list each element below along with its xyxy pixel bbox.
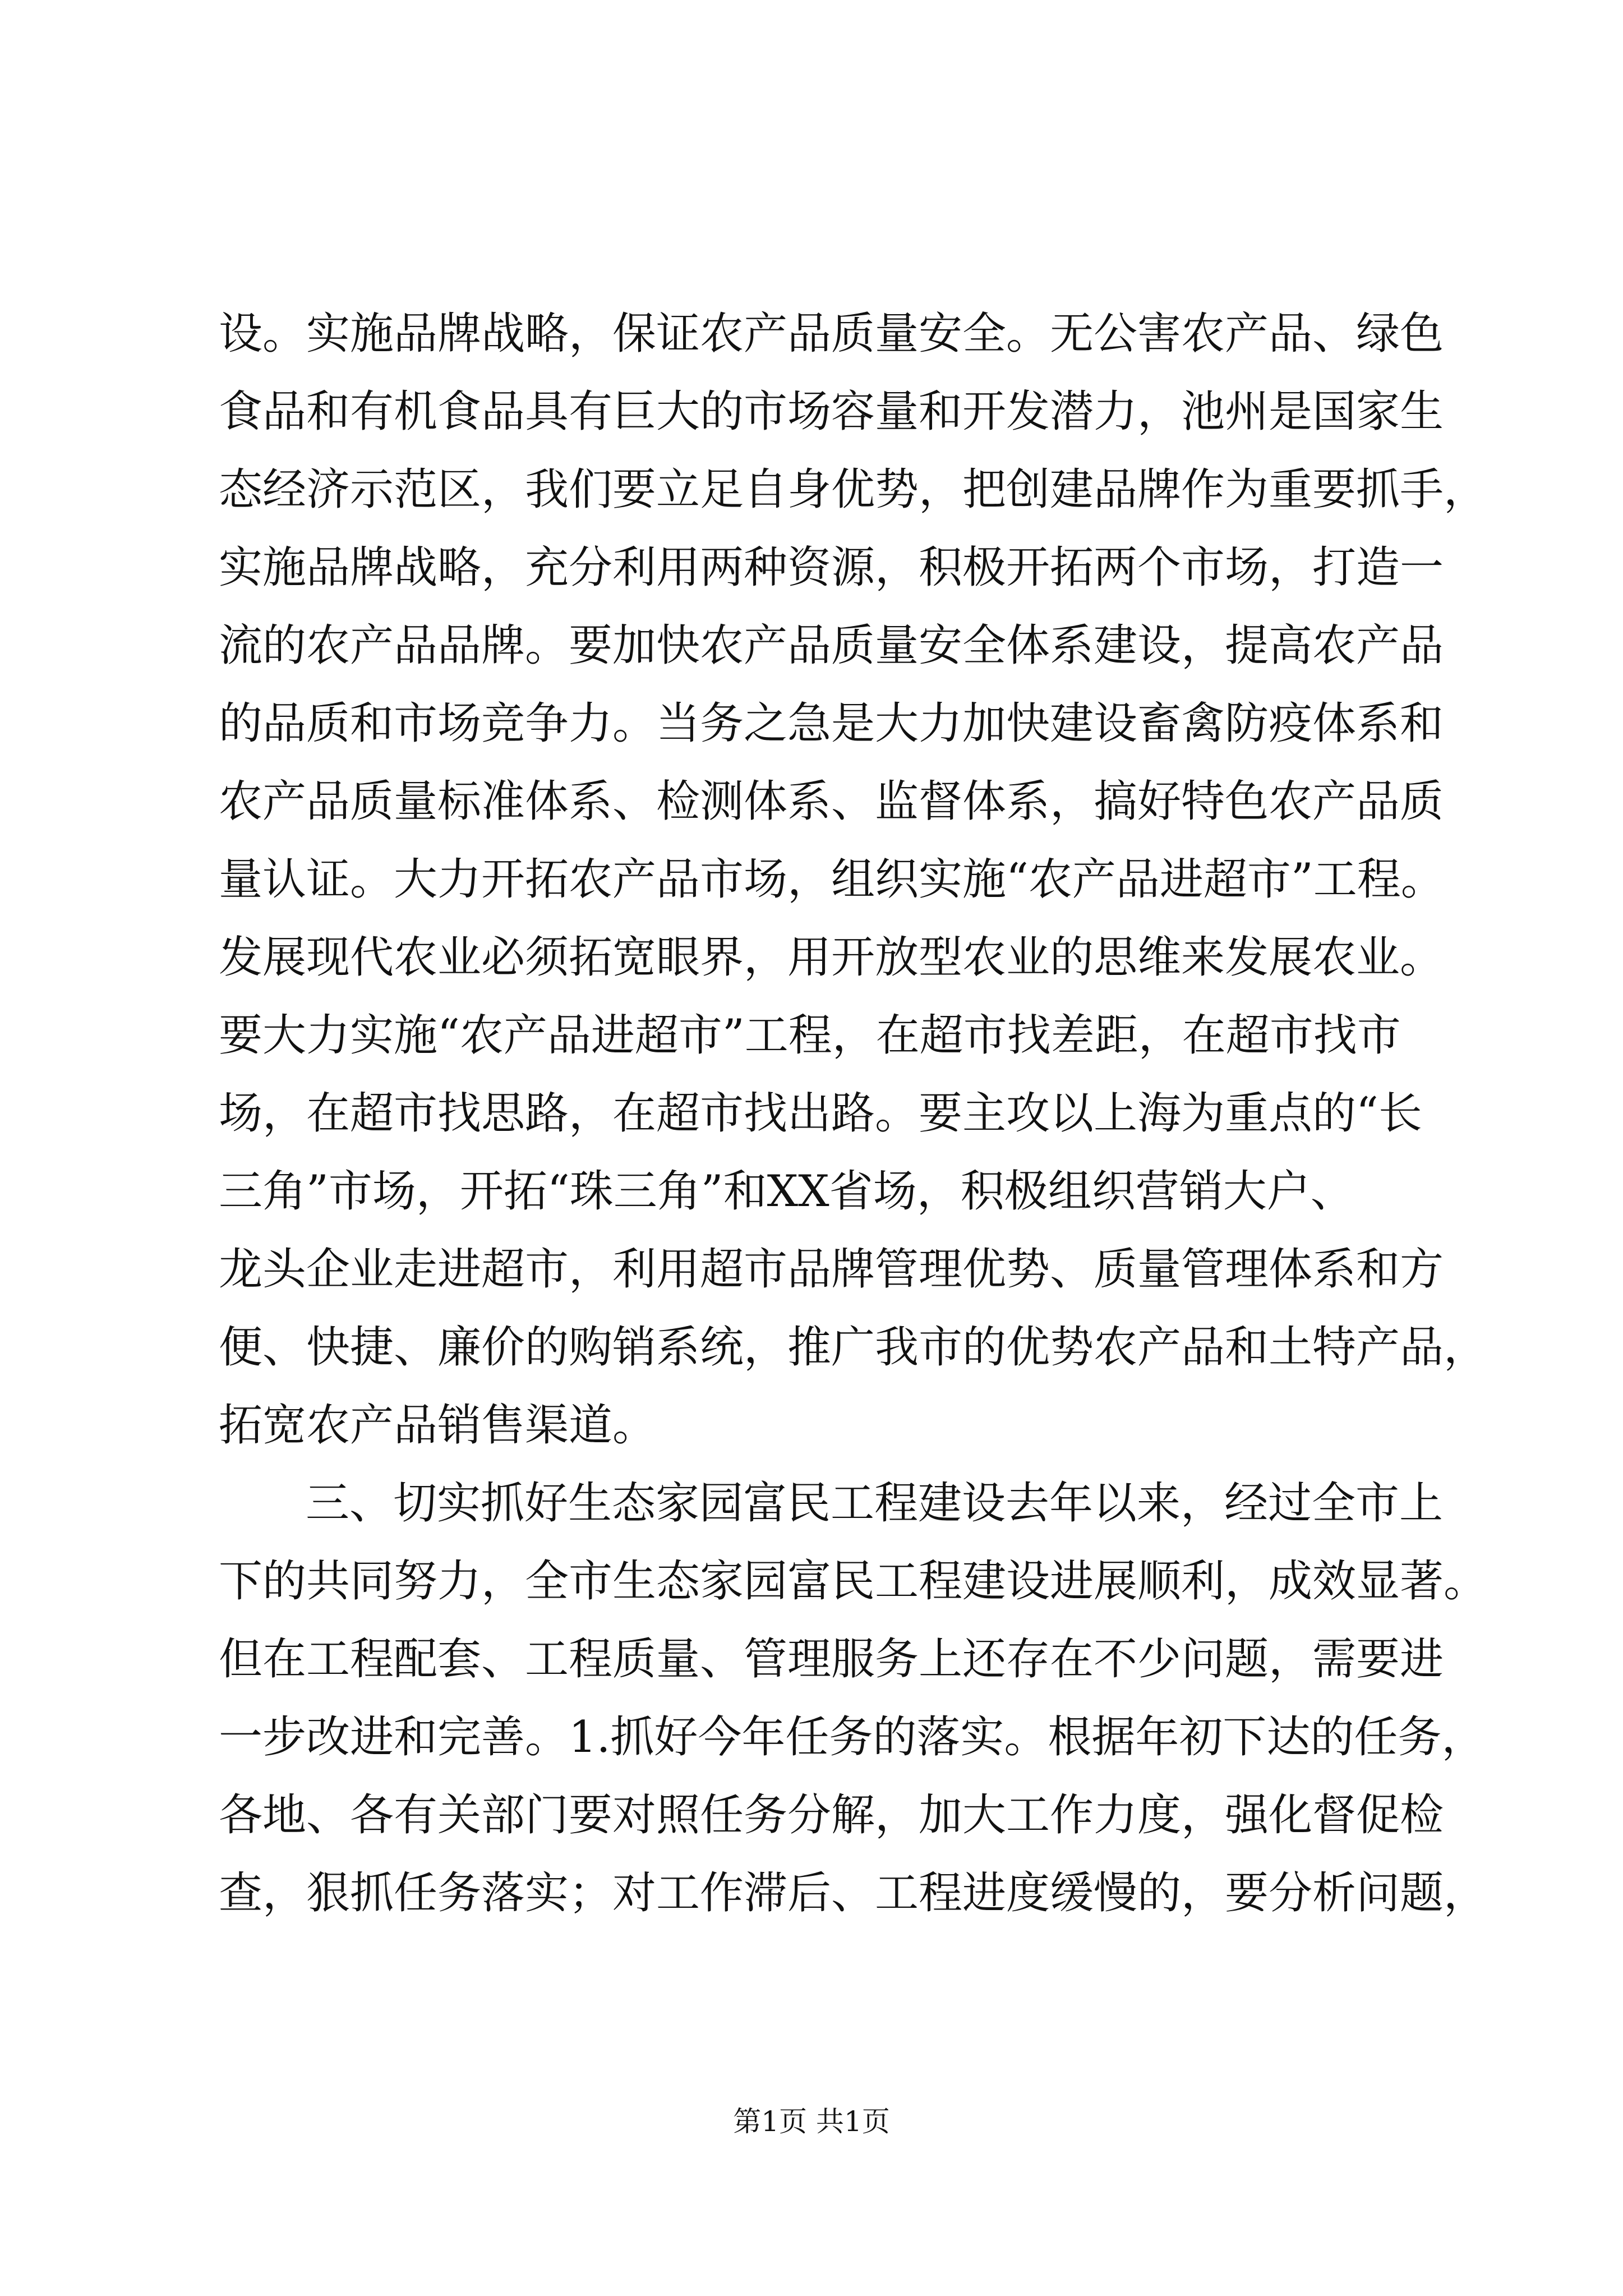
- paragraph-first-line: 三、切实抓好生态家园富民工程建设去年以来，经过全市上: [306, 1478, 1444, 1529]
- text-line: 态经济示范区，我们要立足自身优势，把创建品牌作为重要抓手，: [219, 464, 1488, 515]
- text-line: 要大力实施“农产品进超市”工程，在超市找差距，在超市找市: [219, 1010, 1401, 1061]
- text-line: 实施品牌战略，充分利用两种资源，积极开拓两个市场，打造一: [219, 542, 1444, 593]
- text-line: 各地、各有关部门要对照任务分解，加大工作力度，强化督促检: [219, 1790, 1444, 1841]
- text-line: 龙头企业走进超市，利用超市品牌管理优势、质量管理体系和方: [219, 1244, 1444, 1295]
- text-line: 查，狠抓任务落实；对工作滞后、工程进度缓慢的，要分析问题，: [219, 1868, 1488, 1918]
- text-line: 下的共同努力，全市生态家园富民工程建设进展顺利，成效显著。: [219, 1556, 1488, 1607]
- text-line: 一步改进和完善。1.抓好今年任务的落实。根据年初下达的任务，: [219, 1712, 1486, 1763]
- text-line: 三角”市场，开拓“珠三角”和XX省场，积极组织营销大户、: [219, 1166, 1354, 1217]
- text-line: 流的农产品品牌。要加快农产品质量安全体系建设，提高农产品: [219, 620, 1444, 671]
- text-line: 场，在超市找思路，在超市找出路。要主攻以上海为重点的“长: [219, 1088, 1422, 1139]
- text-line: 拓宽农产品销售渠道。: [219, 1400, 657, 1451]
- text-line: 农产品质量标准体系、检测体系、监督体系，搞好特色农产品质: [219, 776, 1444, 827]
- text-line: 量认证。大力开拓农产品市场，组织实施“农产品进超市”工程。: [219, 854, 1445, 905]
- text-line: 设。实施品牌战略，保证农产品质量安全。无公害农产品、绿色: [219, 309, 1444, 359]
- text-line: 食品和有机食品具有巨大的市场容量和开发潜力，池州是国家生: [219, 386, 1444, 437]
- page-footer: 第1页 共1页: [733, 2105, 890, 2138]
- text-line: 发展现代农业必须拓宽眼界，用开放型农业的思维来发展农业。: [219, 932, 1444, 983]
- text-line: 但在工程配套、工程质量、管理服务上还存在不少问题，需要进: [219, 1634, 1444, 1685]
- text-line: 的品质和市场竞争力。当务之急是大力加快建设畜禽防疫体系和: [219, 698, 1444, 749]
- text-line: 便、快捷、廉价的购销系统，推广我市的优势农产品和土特产品，: [219, 1322, 1488, 1373]
